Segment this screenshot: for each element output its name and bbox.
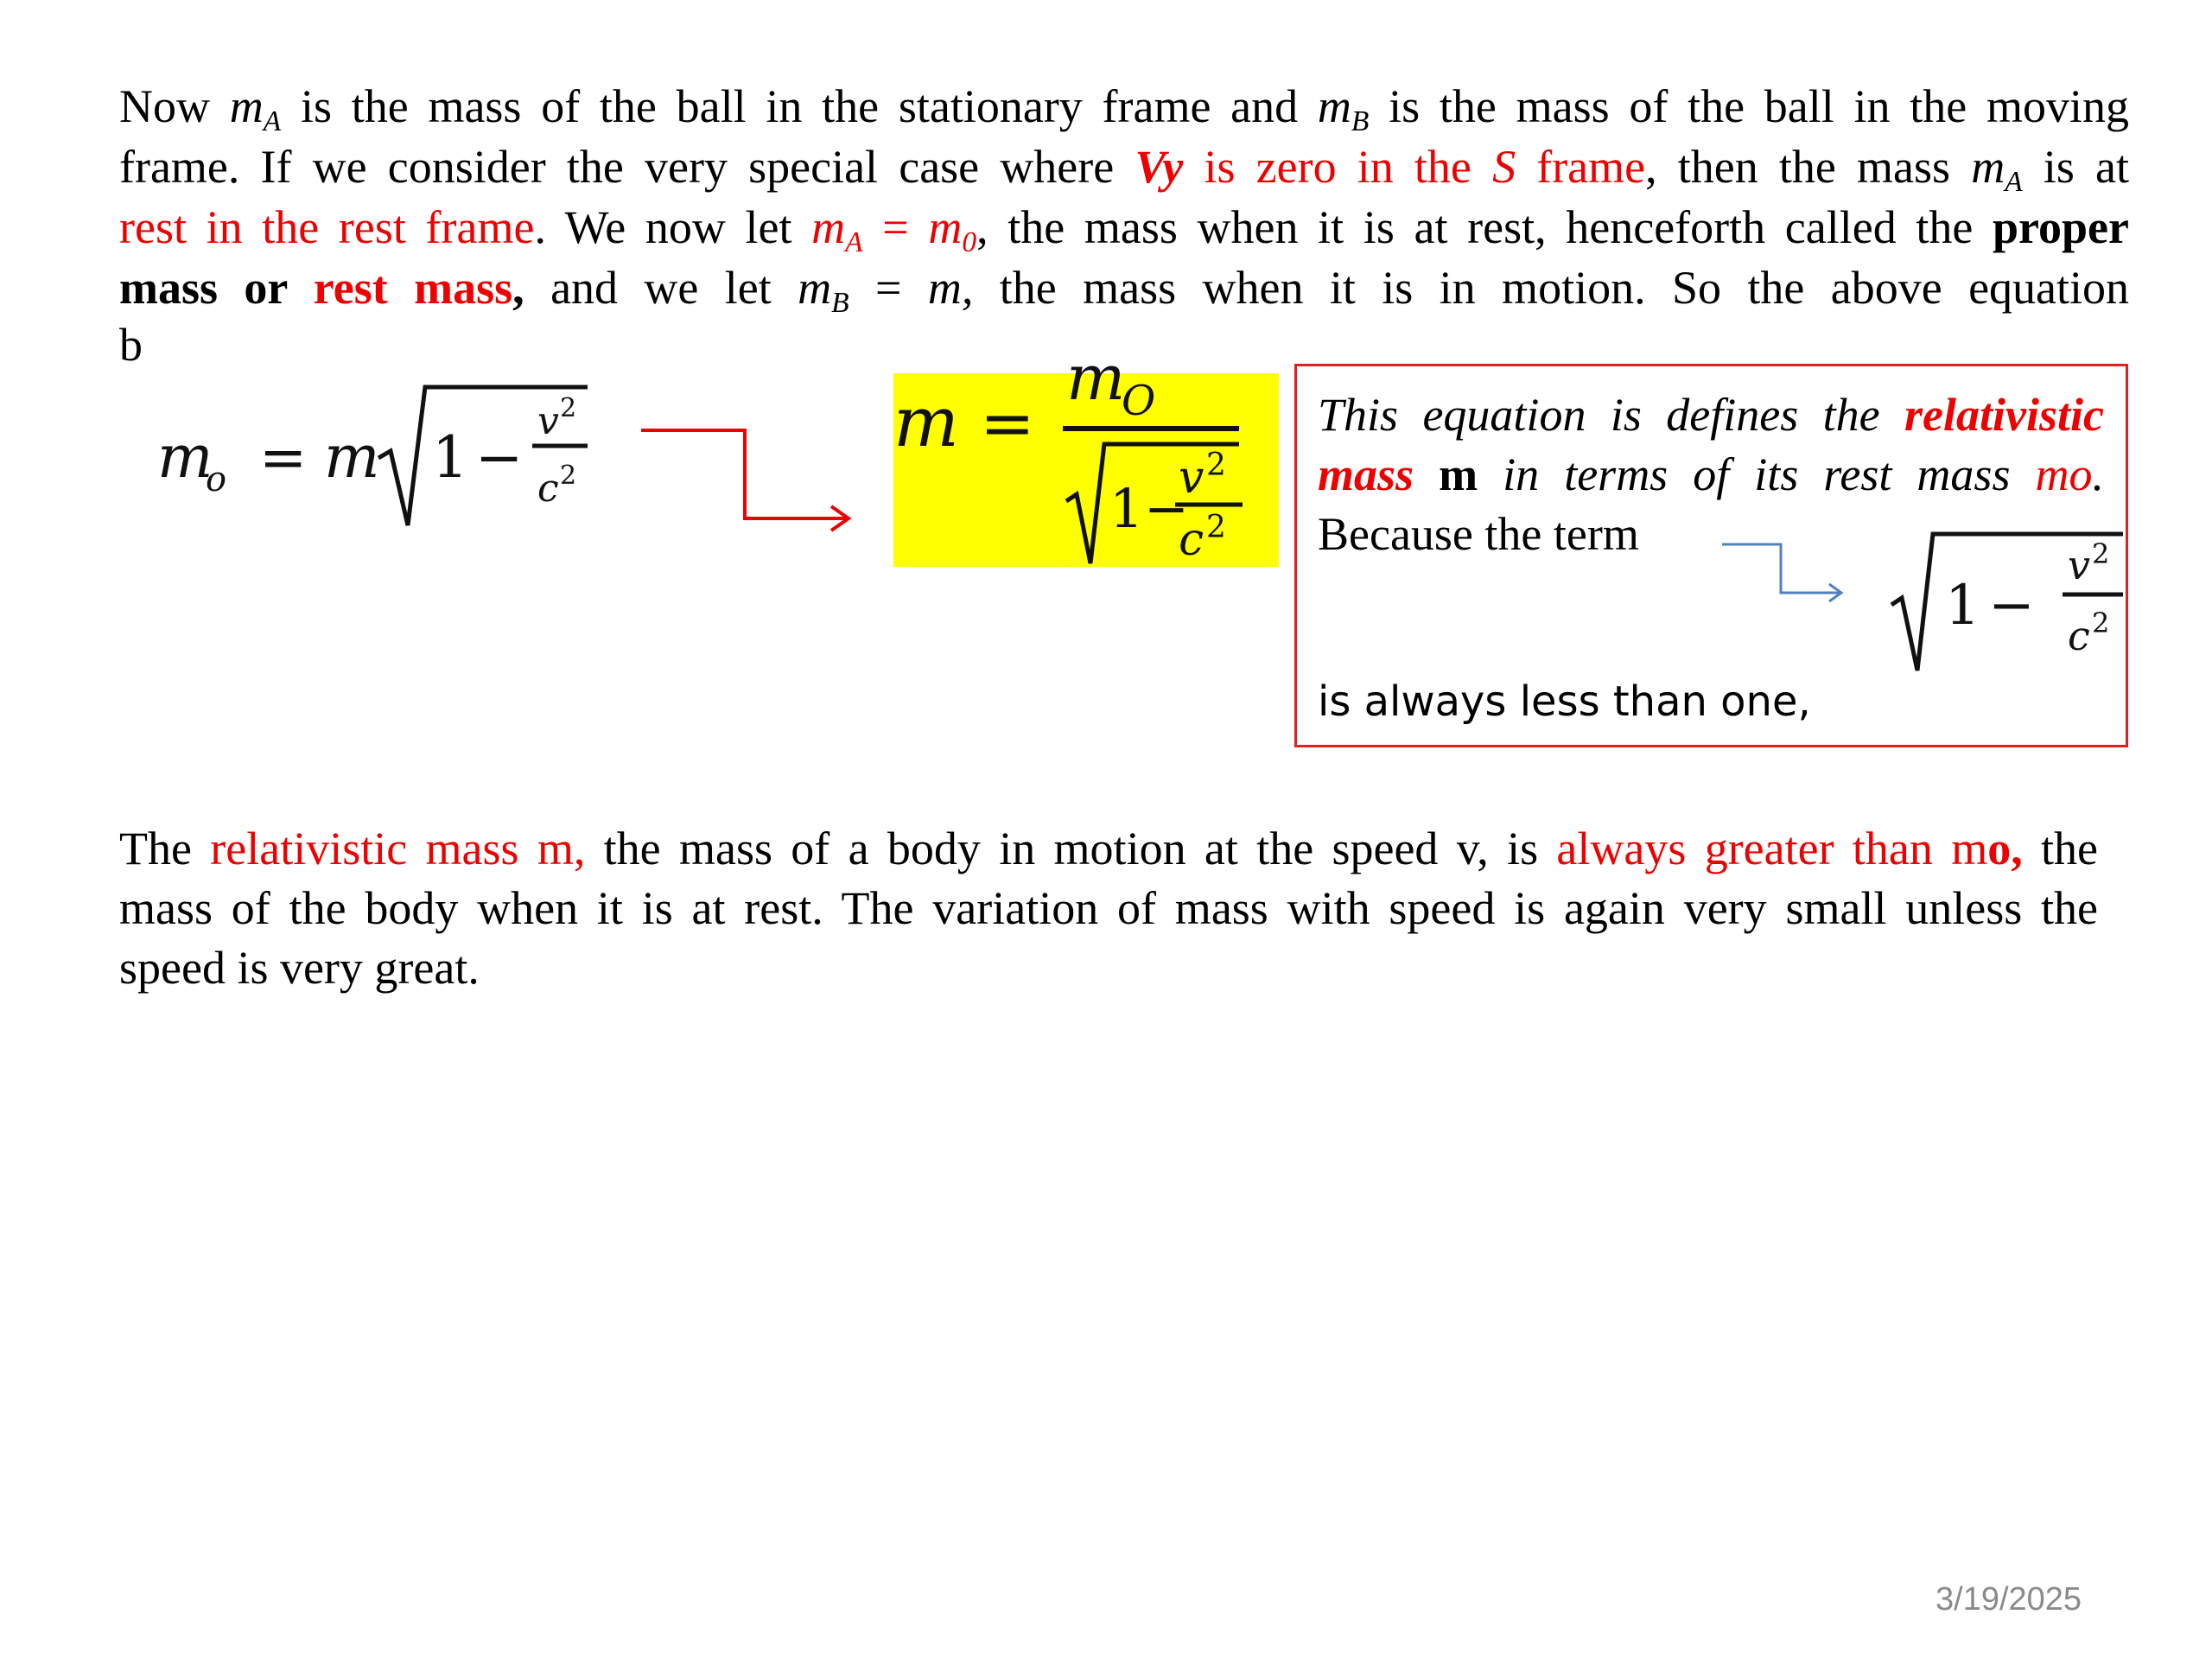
intro-paragraph — [119, 76, 2129, 318]
intro-line-4: mass or rest mass, and we let $m_B = m$, the mass when it is in motion. So the above equation — [119, 262, 2130, 320]
relativistic-mass-equation — [893, 341, 1279, 567]
svg-text:1: 1 — [432, 424, 468, 491]
svg-text:m: m — [157, 423, 213, 492]
conclusion-paragraph — [119, 819, 2098, 998]
conclusion-line-2: mass of the body when it is at rest. The variation of mass with speed is again very small unless the — [119, 882, 2098, 934]
svg-text:v: v — [1179, 452, 1205, 504]
svg-text:m: m — [1066, 341, 1126, 414]
callout-line-3: Because the term — [1318, 508, 1639, 560]
svg-text:2: 2 — [560, 393, 577, 423]
callout-box — [1294, 364, 2128, 747]
svg-text:−: − — [475, 424, 524, 491]
blue-elbow-arrow — [1720, 539, 1859, 608]
conclusion-line-3: speed is very great. — [119, 942, 480, 994]
svg-text:2: 2 — [1206, 448, 1226, 483]
svg-text:1: 1 — [1109, 477, 1144, 540]
svg-text:o: o — [206, 460, 227, 499]
svg-text:c: c — [537, 467, 559, 511]
sqrt-term — [1867, 522, 2126, 677]
svg-text:−: − — [1144, 477, 1189, 540]
intro-line-2: frame. If we consider the very special case where Vy is zero in the S frame, then the mass $m_A$ is at — [119, 141, 2129, 199]
rest-mass-equation — [147, 372, 596, 544]
callout-conclusion: is always less than one, — [1318, 677, 1811, 726]
conclusion-line-1: The relativistic mass m, the mass of a body in motion at the speed v, is always greater than mo, the — [119, 823, 2098, 874]
svg-text:2: 2 — [560, 461, 577, 491]
svg-text:=: = — [980, 385, 1035, 461]
svg-text:v: v — [2068, 542, 2090, 588]
svg-text:2: 2 — [2092, 537, 2110, 570]
svg-text:−: − — [1988, 574, 2035, 638]
callout-line-2: mass m in terms of its rest mass mo. — [1318, 448, 2105, 500]
svg-text:c: c — [2068, 613, 2090, 659]
intro-line-3: rest in the rest frame. We now let $m_A = m_0$, the mass when it is at rest, henceforth called the proper — [119, 201, 2129, 259]
svg-text:2: 2 — [1206, 510, 1226, 545]
intro-line-1: Now $m_A$ is the mass of the ball in the stationary frame and $m_B$ is the mass of the ball in the moving — [119, 80, 2129, 138]
svg-text:O: O — [1122, 377, 1156, 425]
svg-text:c: c — [1179, 514, 1205, 566]
svg-text:1: 1 — [1945, 574, 1980, 638]
footer-date: 3/19/2025 — [1936, 1581, 2082, 1618]
callout-line-1: This equation is defines the relativistic — [1318, 389, 2104, 441]
red-elbow-arrow — [639, 423, 864, 536]
svg-text:2: 2 — [2092, 607, 2110, 639]
clipped-text-line: b — [119, 319, 143, 371]
svg-text:m: m — [893, 382, 959, 462]
svg-text:=: = — [259, 424, 308, 491]
svg-text:m: m — [324, 423, 380, 492]
svg-text:v: v — [537, 399, 559, 443]
